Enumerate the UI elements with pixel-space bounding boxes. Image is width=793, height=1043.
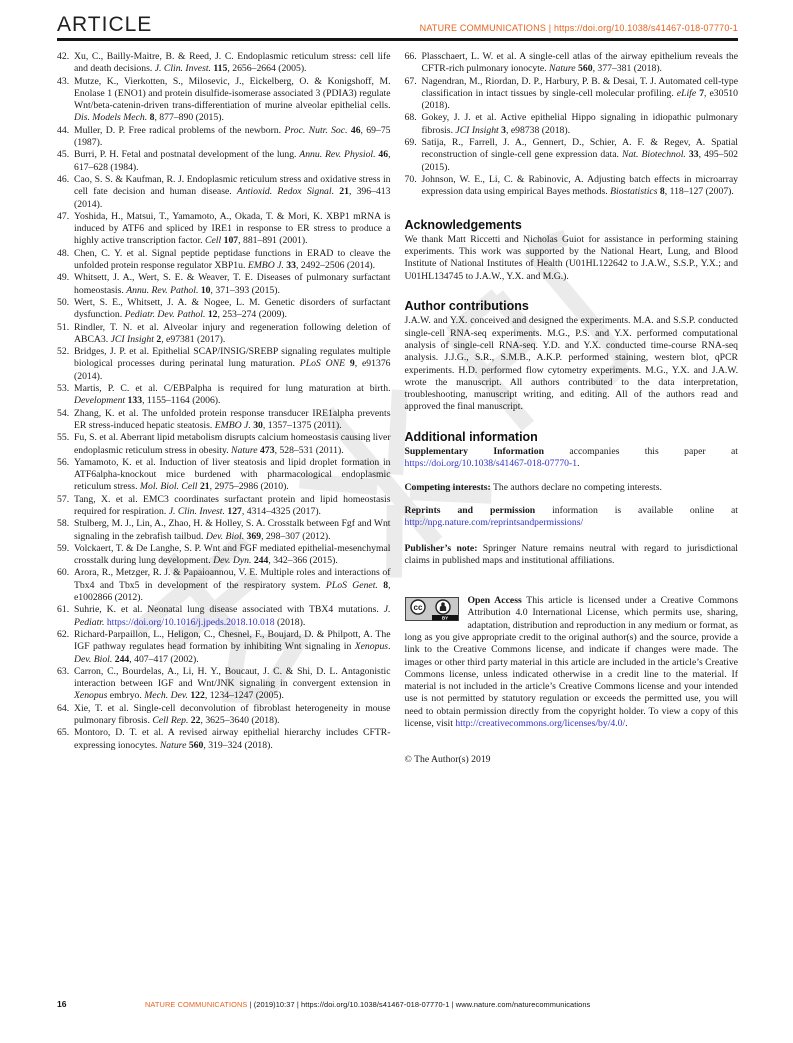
reference-text: Cao, S. S. & Kaufman, R. J. Endoplasmic reticulum stress and oxidative stress in cell fate decision and human disease. Antioxid. Redox Signal. 21, 396–413 (2014). xyxy=(74,173,391,210)
page-number: 16 xyxy=(57,999,67,1009)
cc-by-icon xyxy=(405,597,459,621)
reference-number: 68. xyxy=(404,112,417,124)
reference-number: 66. xyxy=(404,51,417,62)
reference-number: 70. xyxy=(404,173,417,185)
acknowledgements-title: Acknowledgements xyxy=(404,217,522,232)
reference-text: Yamamoto, K. et al. Induction of liver steatosis and lipid droplet formation in ATF6alpha-knockout mice burdened with pharmacological endoplasmic reticulum stress. Mol. Biol. Cell 21, 2975–2986 (2010). xyxy=(74,456,391,493)
footer-journal-name: NATURE COMMUNICATIONS xyxy=(145,1000,248,1009)
reference-text: Nagendran, M., Riordan, D. P., Harbury, P. B. & Desai, T. J. Automated cell-type classification in intact tissues by single-cell molecular profiling. eLife 7, e30510 (2018). xyxy=(421,75,738,112)
reference-number: 50. xyxy=(57,296,70,308)
reference-item xyxy=(405,51,739,76)
reference-number: 45. xyxy=(57,149,70,161)
reference-item xyxy=(57,703,391,728)
reference-item xyxy=(57,543,391,568)
reference-item xyxy=(57,604,391,629)
reference-text: Carron, C., Bourdelas, A., Li, H. Y., Boucaut, J. C. & Shi, D. L. Antagonistic interaction between IGF and Wnt/JNK signaling in convergent extension in Xenopus embryo. Mech. Dev. 122, 1234–1247 (2005). xyxy=(74,665,391,702)
journal-doi-line: NATURE COMMUNICATIONS | https://doi.org/10.1038/s41467-018-07770-1 xyxy=(419,23,738,33)
reference-item xyxy=(57,494,391,519)
copyright-line: © The Author(s) 2019 xyxy=(404,754,491,766)
reference-item xyxy=(57,76,391,125)
author-contributions-body: J.A.W. and Y.X. conceived and designed the experiments. M.A. and S.S.P. conducted single-cell RNA-seq experiments. M.G., P.S. and Y.X. performed computational analysis of single-cell RNA-seq. Y.D. and Y.X. conducted time-course RNA-seq analysis. J.J.G., S.R., S.M.B., A.K.P. performed staining, western blot, qPCR experiments. H.D. performed flow cytometry experiments. M.G., Y.X. and J.A.W. wrote the manuscript. All authors contributed to the data interpretation, troubleshooting, manuscript writing, and editing. All of the authors read and approved the final manuscript. xyxy=(404,315,738,413)
reference-text: Gokey, J. J. et al. Active epithelial Hippo signaling in idiopathic pulmonary fibrosis. JCI Insight 3, e98738 (2018). xyxy=(421,112,738,136)
reference-item xyxy=(57,297,391,322)
reprints-paragraph: Reprints and permission information is available online at http://npg.nature.com/reprintsandpermissions/ xyxy=(404,504,738,529)
publishers-note-paragraph: Publisher’s note: Springer Nature remains neutral with regard to jurisdictional claims in published maps and institutional affiliations. xyxy=(404,542,738,566)
reference-text: Johnson, W. E., Li, C. & Rabinovic, A. Adjusting batch effects in microarray expression data using empirical Bayes methods. Biostatistics 8, 118–127 (2007). xyxy=(421,173,738,198)
reference-item xyxy=(405,112,739,137)
reference-number: 44. xyxy=(57,124,70,136)
reference-item xyxy=(57,125,391,150)
reference-item xyxy=(405,137,739,174)
reference-number: 59. xyxy=(57,542,70,554)
reference-number: 64. xyxy=(57,702,70,714)
reference-number: 43. xyxy=(57,75,70,87)
footer-citation-line xyxy=(145,1000,590,1009)
reference-text: Tang, X. et al. EMC3 coordinates surfactant protein and lipid homeostasis required for respiration. J. Clin. Invest. 127, 4314–4325 (2017). xyxy=(74,493,391,517)
reference-number: 58. xyxy=(57,518,70,530)
reference-text: Martis, P. C. et al. C/EBPalpha is required for lung maturation at birth. Development 133, 1155–1164 (2006). xyxy=(74,383,391,407)
reference-item xyxy=(57,346,391,383)
reference-number: 53. xyxy=(57,383,70,395)
reference-number: 54. xyxy=(57,407,70,419)
reference-item xyxy=(57,518,391,543)
reference-text: Whitsett, J. A., Wert, S. E. & Weaver, T. E. Diseases of pulmonary surfactant homeostasis. Annu. Rev. Pathol. 10, 371–393 (2015). xyxy=(74,272,391,296)
reference-text: Satija, R., Farrell, J. A., Gennert, D., Schier, A. F. & Regev, A. Spatial reconstruction of single-cell gene expression data. Nat. Biotechnol. 33, 495–502 (2015). xyxy=(421,137,738,173)
article-type-label: ARTICLE xyxy=(57,13,153,36)
section-additional-information xyxy=(405,431,739,567)
reference-number: 63. xyxy=(57,665,70,677)
reference-item xyxy=(57,629,391,666)
content-columns xyxy=(57,51,738,776)
link[interactable]: http://creativecommons.org/licenses/by/4.0/ xyxy=(455,718,626,730)
reference-item xyxy=(405,76,739,113)
reference-item xyxy=(57,457,391,494)
reference-number: 65. xyxy=(57,727,70,739)
reference-number: 56. xyxy=(57,456,70,468)
competing-interests-paragraph: Competing interests: The authors declare no competing interests. xyxy=(404,481,662,493)
reference-text: Yoshida, H., Matsui, T., Yamamoto, A., Okada, T. & Mori, K. XBP1 mRNA is induced by ATF6 and spliced by IRE1 in response to ER stress to produce a highly active transcription factor. Cell 107, 881–891 (2001). xyxy=(74,210,391,247)
reference-number: 62. xyxy=(57,628,70,640)
page xyxy=(57,14,738,776)
reference-item xyxy=(57,408,391,433)
reference-text: Xu, C., Bailly-Maitre, B. & Reed, J. C. Endoplasmic reticulum stress: cell life and death decisions. J. Clin. Invest. 115, 2656–2664 (2005). xyxy=(74,51,391,75)
reference-item xyxy=(57,211,391,248)
reference-item xyxy=(57,174,391,211)
reference-number: 60. xyxy=(57,567,70,579)
author-contributions-title: Author contributions xyxy=(404,299,529,314)
reference-text: Richard-Parpaillon, L., Heligon, C., Chesnel, F., Boujard, D. & Philpott, A. The IGF pathway regulates head formation by inhibiting Wnt signaling in Xenopus. Dev. Biol. 244, 407–417 (2002). xyxy=(74,628,391,665)
reference-number: 52. xyxy=(57,346,70,358)
right-column xyxy=(405,51,739,776)
supplementary-information-paragraph: Supplementary Information accompanies this paper at https://doi.org/10.1038/s41467-018-07770-1. xyxy=(404,446,738,470)
reference-item xyxy=(57,51,391,76)
reference-number: 61. xyxy=(57,604,70,616)
reference-text: Stulberg, M. J., Lin, A., Zhao, H. & Holley, S. A. Crosstalk between Fgf and Wnt signaling in the zebrafish tailbud. Dev. Biol. 369, 298–307 (2012). xyxy=(74,518,391,542)
reference-item xyxy=(57,727,391,752)
page-header xyxy=(57,14,738,41)
reference-item xyxy=(57,383,391,408)
reference-number: 49. xyxy=(57,272,70,284)
reference-text: Bridges, J. P. et al. Epithelial SCAP/INSIG/SREBP signaling regulates multiple biological processes during perinatal lung maturation. PLoS ONE 9, e91376 (2014). xyxy=(74,346,391,382)
reference-text: Rindler, T. N. et al. Alveolar injury and regeneration following deletion of ABCA3. JCI Insight 2, e97381 (2017). xyxy=(74,321,391,345)
reference-text: Wert, S. E., Whitsett, J. A. & Nogee, L. M. Genetic disorders of surfactant dysfunction. Pediatr. Dev. Pathol. 12, 253–274 (2009). xyxy=(74,296,391,321)
link[interactable]: https://doi.org/10.1016/j.jpeds.2018.10.018 xyxy=(106,616,275,628)
reference-text: Chen, C. Y. et al. Signal peptide peptidase functions in ERAD to cleave the unfolded protein response regulator XBP1u. EMBO J. 33, 2492–2506 (2014). xyxy=(74,247,391,272)
reference-number: 67. xyxy=(404,75,417,87)
reference-number: 57. xyxy=(57,493,70,505)
reference-number: 47. xyxy=(57,210,70,222)
references-column-left xyxy=(57,51,391,776)
reference-number: 55. xyxy=(57,432,70,444)
reference-text: Arora, R., Metzger, R. J. & Papaioannou, V. E. Multiple roles and interactions of Tbx4 and Tbx5 in development of the respiratory system. PLoS Genet. 8, e1002866 (2012). xyxy=(74,567,391,604)
reference-item xyxy=(57,666,391,703)
reference-item xyxy=(57,432,391,457)
open-access-block xyxy=(405,595,739,730)
reference-text: Plasschaert, L. W. et al. A single-cell atlas of the airway epithelium reveals the CFTR-rich pulmonary ionocyte. Nature 560, 377–381 (2018). xyxy=(421,51,738,75)
references-column-right xyxy=(405,51,739,199)
reference-text: Suhrie, K. et al. Neonatal lung disease associated with TBX4 mutations. J. Pediatr. https://doi.org/10.1016/j.jpeds.2018.10.018 (2018). xyxy=(74,604,391,628)
section-acknowledgements xyxy=(405,219,739,283)
reference-item xyxy=(57,567,391,604)
link[interactable]: https://doi.org/10.1038/s41467-018-07770-1 xyxy=(404,458,578,470)
reference-text: Volckaert, T. & De Langhe, S. P. Wnt and FGF mediated epithelial-mesenchymal crosstalk during lung development. Dev. Dyn. 244, 342–366 (2015). xyxy=(74,542,391,567)
reference-text: Fu, S. et al. Aberrant lipid metabolism disrupts calcium homeostasis causing liver endoplasmic reticulum stress in obesity. Nature 473, 528–531 (2011). xyxy=(74,432,391,456)
section-author-contributions xyxy=(405,300,739,414)
reference-item xyxy=(57,272,391,297)
svg-text:cc: cc xyxy=(413,603,422,613)
reference-number: 48. xyxy=(57,247,70,259)
reference-item xyxy=(57,149,391,174)
reference-number: 46. xyxy=(57,173,70,185)
reference-text: Burri, P. H. Fetal and postnatal development of the lung. Annu. Rev. Physiol. 46, 617–628 (1984). xyxy=(74,149,391,173)
reference-number: 42. xyxy=(57,51,70,62)
reference-item xyxy=(57,322,391,347)
page-footer xyxy=(57,999,757,1009)
reference-text: Montoro, D. T. et al. A revised airway epithelial hierarchy includes CFTR-expressing ionocytes. Nature 560, 319–324 (2018). xyxy=(74,727,391,751)
additional-information-title: Additional information xyxy=(404,429,538,444)
acknowledgements-body: We thank Matt Riccetti and Nicholas Guiot for assistance in performing staining experiments. This work was supported by the National Heart, Lung, and Blood Institute of National Institutes of Health (U01HL122642 to J.A.W., S.S.P., Y.X.; and U01HL134745 to J.A.W., Y.X. and M.G.). xyxy=(404,233,738,282)
footer-citation-rest: | (2019)10:37 | https://doi.org/10.1038/s41467-018-07770-1 | www.nature.com/naturecommunications xyxy=(247,1000,591,1009)
svg-text:BY: BY xyxy=(441,615,448,621)
reference-text: Xie, T. et al. Single-cell deconvolution of fibroblast heterogeneity in mouse pulmonary fibrosis. Cell Rep. 22, 3625–3640 (2018). xyxy=(74,702,391,727)
reference-item xyxy=(57,248,391,273)
open-access-body: Open Access This article is licensed under a Creative Commons Attribution 4.0 International License, which permits use, sharing, adaptation, distribution and reproduction in any medium or format, as long as you give appropriate credit to the original author(s) and the source, provide a link to the Creative Commons license, and indicate if changes were made. The images or other third party material in this article are included in the article’s Creative Commons license, unless indicated otherwise in a credit line to the material. If material is not included in the article’s Creative Commons license and your intended use is not permitted by statutory regulation or exceeds the permitted use, you will need to obtain permission directly from the copyright holder. To view a copy of this license, visit http://creativecommons.org/licenses/by/4.0/. xyxy=(404,595,739,730)
reference-item xyxy=(405,174,739,199)
reference-text: Zhang, K. et al. The unfolded protein response transducer IRE1alpha prevents ER stress-induced hepatic steatosis. EMBO J. 30, 1357–1375 (2011). xyxy=(74,407,391,431)
link[interactable]: http://npg.nature.com/reprintsandpermissions/ xyxy=(404,517,584,529)
reference-number: 69. xyxy=(404,137,417,149)
reference-text: Mutze, K., Vierkotten, S., Milosevic, J., Eickelberg, O. & Konigshoff, M. Enolase 1 (ENO1) and protein disulfide-isomerase associated 3 (PDIA3) regulate Wnt/beta-catenin-driven trans-differentiation of murine alveolar epithelial cells. Dis. Models Mech. 8, 877–890 (2015). xyxy=(74,75,391,124)
reference-text: Muller, D. P. Free radical problems of the newborn. Proc. Nutr. Soc. 46, 69–75 (1987). xyxy=(74,124,391,149)
reference-number: 51. xyxy=(57,321,70,333)
